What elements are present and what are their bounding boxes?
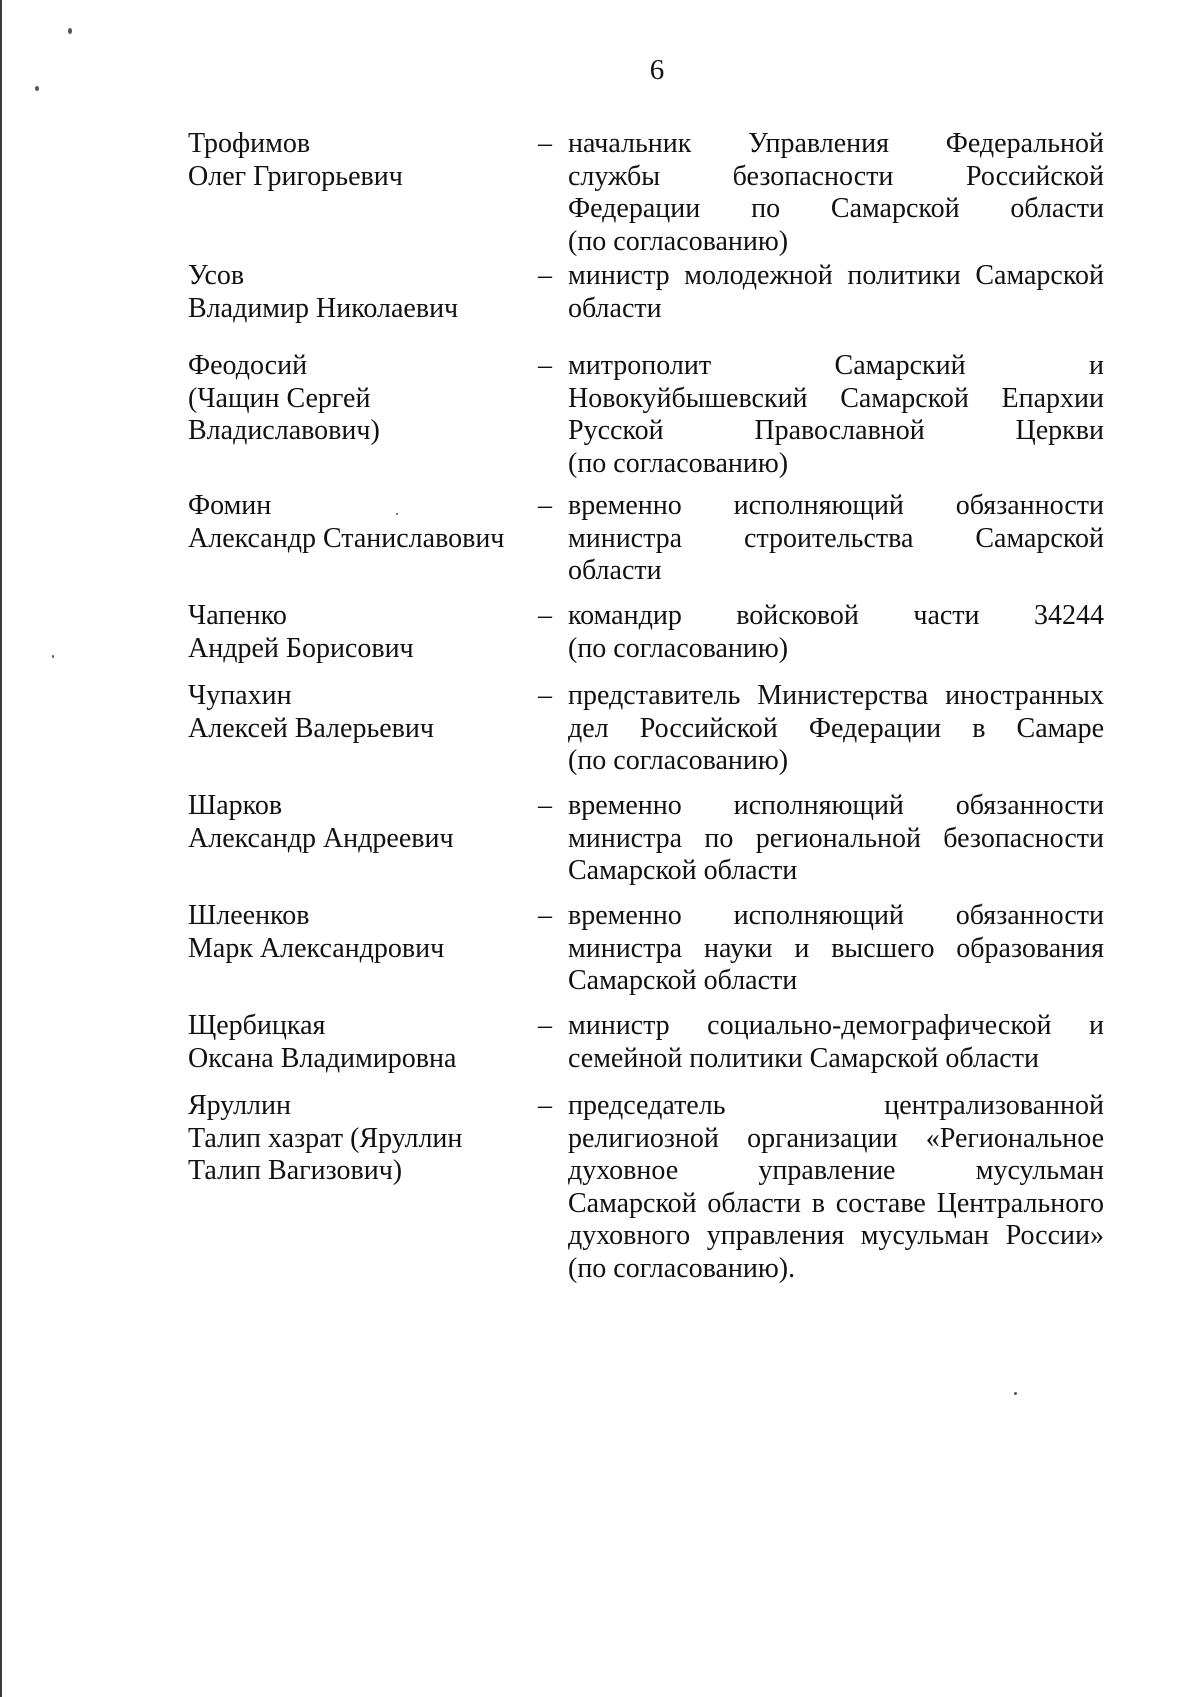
member-name: [188, 490, 528, 555]
member-position-line: министра науки и высшего образования: [568, 932, 1104, 964]
separator-dash: –: [538, 350, 552, 381]
separator-dash: –: [538, 790, 552, 821]
member-position-line: (по согласованию): [568, 225, 789, 257]
scan-speck: [52, 655, 54, 658]
separator-dash: –: [538, 680, 552, 711]
member-position-line: председатель централизованной: [568, 1090, 1104, 1121]
separator-dash: –: [538, 1090, 552, 1121]
member-name-line: Чапенко: [188, 600, 287, 631]
member-position-line: Самарской области в составе Центрального: [568, 1187, 1104, 1219]
member-position-line: дел Российской Федерации в Самаре: [568, 712, 1104, 744]
separator-dash: –: [538, 260, 552, 291]
member-position-line: Русской Православной Церкви: [568, 415, 1104, 446]
member-position: [568, 900, 1104, 998]
member-position-line: министра строительства Самарской: [568, 522, 1104, 554]
member-position-line: духовного управления мусульман России»: [568, 1220, 1104, 1251]
member-position-line: области: [568, 555, 662, 586]
member-position-line: министра по региональной безопасности: [568, 822, 1104, 854]
member-name: [188, 680, 528, 745]
member-name-line: Фомин: [188, 490, 272, 521]
member-position-line: временно исполняющий обязанности: [568, 490, 1104, 521]
member-name-line: Владиславович): [188, 415, 380, 446]
separator-dash: –: [538, 490, 552, 521]
member-position-line: (по согласованию): [568, 632, 789, 664]
member-name-line: Яруллин: [188, 1090, 291, 1121]
member-name: [188, 790, 528, 855]
member-position-line: (по согласованию): [568, 447, 789, 479]
member-name: [188, 350, 528, 448]
member-name: [188, 260, 528, 325]
separator-dash: –: [538, 600, 552, 631]
member-position: [568, 1010, 1104, 1075]
member-name-line: Оксана Владимировна: [188, 1042, 457, 1074]
member-position: [568, 128, 1104, 258]
member-position: [568, 680, 1104, 778]
member-position-line: временно исполняющий обязанности: [568, 790, 1104, 821]
member-position: [568, 350, 1104, 480]
scan-speck: [68, 28, 72, 34]
separator-dash: –: [538, 1010, 552, 1041]
member-name-line: Александр Андреевич: [188, 822, 454, 854]
member-position-line: начальник Управления Федеральной: [568, 128, 1104, 159]
scan-speck: [1014, 1392, 1017, 1395]
member-position-line: (по согласованию).: [568, 1252, 796, 1284]
page-number: 6: [649, 54, 665, 86]
member-name-line: Владимир Николаевич: [188, 292, 459, 324]
member-position-line: командир войсковой части 34244: [568, 600, 1104, 631]
member-position-line: службы безопасности Российской: [568, 160, 1104, 192]
member-position: [568, 490, 1104, 588]
member-name-line: Андрей Борисович: [188, 632, 414, 664]
member-position: [568, 1090, 1104, 1285]
member-position-line: министр социально-демографической и: [568, 1010, 1104, 1041]
member-name-line: Чупахин: [188, 680, 292, 711]
member-name-line: Феодосий: [188, 350, 308, 381]
member-position-line: Самарской области: [568, 965, 798, 996]
member-position-line: представитель Министерства иностранных: [568, 680, 1104, 711]
member-position-line: министр молодежной политики Самарской: [568, 260, 1104, 291]
member-name-line: Олег Григорьевич: [188, 160, 403, 192]
member-position-line: митрополит Самарский и: [568, 350, 1104, 381]
member-position-line: Федерации по Самарской области: [568, 193, 1104, 224]
member-position: [568, 790, 1104, 888]
member-name-line: Александр Станиславович: [188, 522, 505, 554]
member-position-line: духовное управление мусульман: [568, 1155, 1104, 1186]
separator-dash: –: [538, 128, 552, 159]
member-position-line: (по согласованию): [568, 745, 789, 776]
member-name-line: (Чащин Сергей: [188, 382, 371, 414]
member-position-line: религиозной организации «Региональное: [568, 1122, 1104, 1154]
member-position-line: временно исполняющий обязанности: [568, 900, 1104, 931]
member-name: [188, 128, 528, 193]
member-name: [188, 1090, 528, 1188]
member-name: [188, 900, 528, 965]
member-name-line: Шлеенков: [188, 900, 310, 931]
member-name-line: Усов: [188, 260, 245, 291]
member-name: [188, 600, 528, 665]
member-position: [568, 600, 1104, 665]
member-name-line: Марк Александрович: [188, 932, 445, 964]
member-position-line: Самарской области: [568, 855, 798, 886]
member-name-line: Шарков: [188, 790, 283, 821]
scan-edge: [0, 0, 2, 1697]
separator-dash: –: [538, 900, 552, 931]
member-name: [188, 1010, 528, 1075]
member-name-line: Трофимов: [188, 128, 311, 159]
member-name-line: Талип Вагизович): [188, 1155, 403, 1186]
member-name-line: Талип хазрат (Яруллин: [188, 1122, 463, 1154]
member-position-line: области: [568, 292, 662, 324]
member-position: [568, 260, 1104, 325]
member-name-line: Щербицкая: [188, 1010, 326, 1041]
member-name-line: Алексей Валерьевич: [188, 712, 434, 744]
member-position-line: Новокуйбышевский Самарской Епархии: [568, 382, 1104, 414]
member-position-line: семейной политики Самарской области: [568, 1042, 1039, 1074]
